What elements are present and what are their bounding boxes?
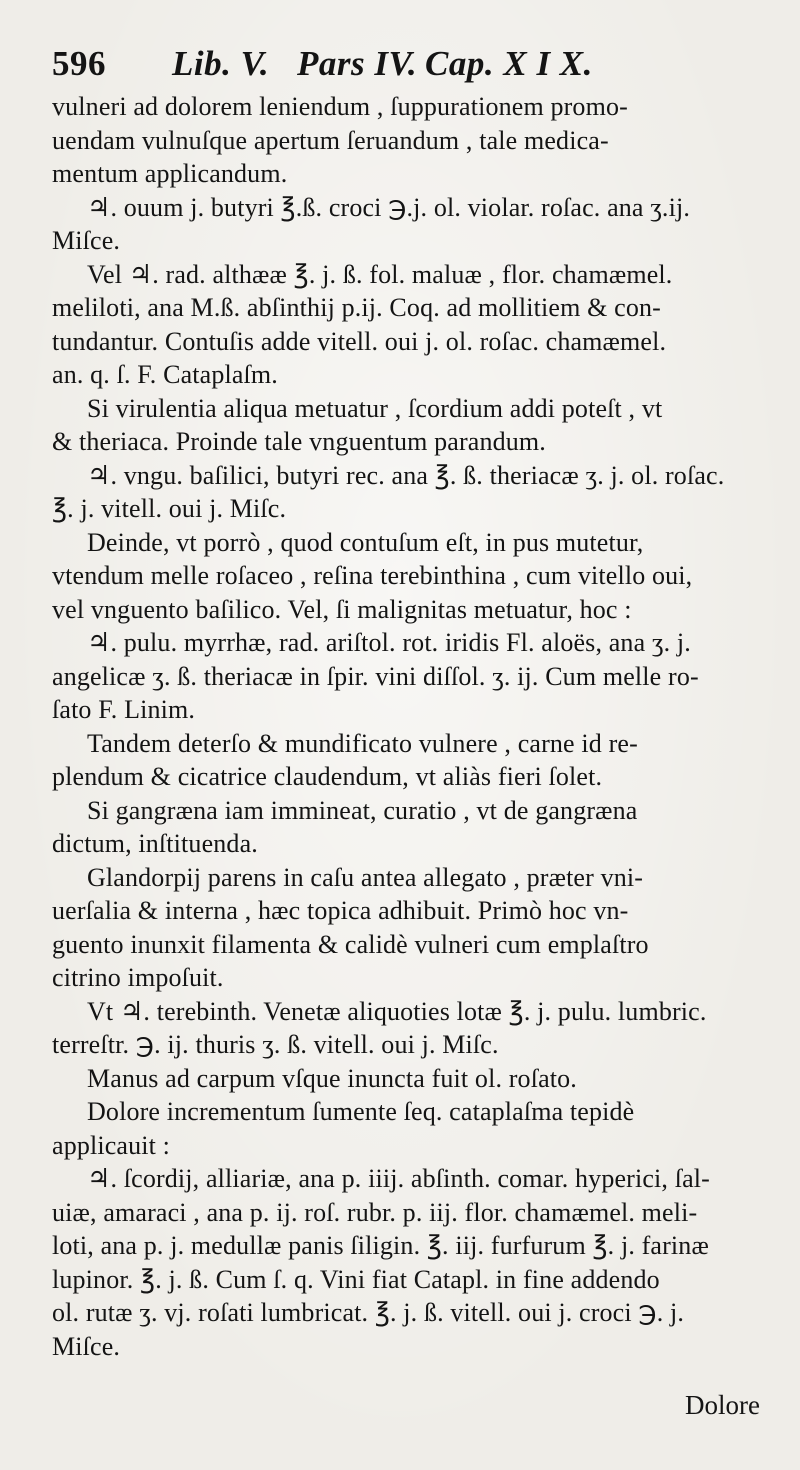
text-line: & theriaca. Proinde tale vnguentum parandum. — [52, 427, 546, 456]
text-line: Deinde, vt porrò , quod contuſum eſt, in pus mutetur, — [87, 527, 644, 557]
text-line: Miſce. — [52, 1331, 121, 1361]
text-line: loti, ana p. j. medullæ panis ſiligin. ℥. iij. furfurum ℥. j. farinæ — [52, 1231, 709, 1260]
text-line: ♃. ſcordij, alliariæ, ana p. iiij. abſinth. comar. hyperici, ſal- — [87, 1164, 710, 1193]
text-line: vel vnguento baſilico. Vel, ſi malignitas metuatur, hoc : — [52, 594, 632, 624]
text-line: dictum, inſtituenda. — [52, 829, 258, 858]
text-line: ♃. vngu. baſilici, butyri rec. ana ℥. ß. theriacæ ʒ. j. ol. roſac. — [87, 460, 725, 490]
text-line: Dolore incrementum ſumente ſeq. cataplaſma tepidè — [87, 1097, 635, 1126]
text-line: Si gangræna iam immineat, curatio , vt de gangræna — [87, 795, 638, 825]
text-line: ſato F. Linim. — [52, 695, 196, 724]
text-line: Vt ♃. terebinth. Venetæ aliquoties lotæ ℥. j. pulu. lumbric. — [87, 996, 707, 1026]
text-line: ♃. pulu. myrrhæ, rad. ariſtol. rot. iridis Fl. aloës, ana ʒ. j. — [87, 628, 691, 657]
text-line: citrino impoſuit. — [52, 963, 224, 992]
running-header — [52, 38, 760, 90]
text-line: ol. rutæ ʒ. vj. roſati lumbricat. ℥. j. ß. vitell. oui j. croci ℈. j. — [52, 1298, 685, 1327]
text-line: ♃. ouum j. butyri ℥.ß. croci ℈.j. ol. violar. roſac. ana ʒ.ij. — [87, 192, 690, 222]
page-number: 596 — [52, 44, 106, 83]
liber-label: Lib. V. — [172, 44, 270, 83]
text-line: tundantur. Contuſis adde vitell. oui j. ol. roſac. chamæmel. — [52, 326, 667, 356]
text-line: Glandorpij parens in caſu antea allegato , præter vni- — [87, 862, 644, 892]
text-line: vtendum melle roſaceo , reſina terebinthina , cum vitello oui, — [52, 561, 693, 590]
text-line: angelicæ ʒ. ß. theriacæ in ſpir. vini diſſol. ʒ. ij. Cum melle ro- — [52, 661, 699, 691]
text-line: Miſce. — [52, 226, 121, 255]
caput-label: Cap. X I X. — [425, 44, 593, 83]
text-line: uerſalia & interna , hæc topica adhibuit. Primò hoc vn- — [52, 896, 629, 925]
pars-label: Pars IV. — [297, 44, 418, 83]
catchword: Dolore — [685, 1390, 760, 1420]
text-line: terreſtr. ℈. ij. thuris ʒ. ß. vitell. oui j. Miſc. — [52, 1030, 499, 1059]
text-line: Manus ad carpum vſque inuncta fuit ol. roſato. — [87, 1063, 577, 1093]
text-line: vulneri ad dolorem leniendum , ſuppurationem promo- — [52, 92, 628, 121]
text-line: uiæ, amaraci , ana p. ij. roſ. rubr. p. iij. flor. chamæmel. meli- — [52, 1197, 698, 1227]
text-line: ℥. j. vitell. oui j. Miſc. — [52, 494, 287, 523]
text-line: guento inunxit filamenta & calidè vulneri cum emplaſtro — [52, 929, 649, 959]
text-line: an. q. ſ. F. Cataplaſm. — [52, 360, 278, 389]
text-line: mentum applicandum. — [52, 159, 288, 188]
text-body — [52, 90, 760, 1363]
text-line: uendam vulnuſque apertum ſeruandum , tale medica- — [52, 125, 609, 155]
text-line: lupinor. ℥. j. ß. Cum ſ. q. Vini fiat Catapl. in fine addendo — [52, 1264, 660, 1294]
text-line: Si virulentia aliqua metuatur , ſcordium addi poteſt , vt — [87, 393, 663, 423]
text-line: meliloti, ana M.ß. abſinthij p.ij. Coq. ad mollitiem & con- — [52, 293, 661, 322]
text-line: applicauit : — [52, 1130, 171, 1160]
text-line: Vel ♃. rad. althææ ℥. j. ß. fol. maluæ , flor. chamæmel. — [87, 259, 673, 289]
text-line: Tandem deterſo & mundificato vulnere , carne id re- — [87, 728, 638, 758]
text-line: plendum & cicatrice claudendum, vt aliàs fieri ſolet. — [52, 762, 603, 791]
